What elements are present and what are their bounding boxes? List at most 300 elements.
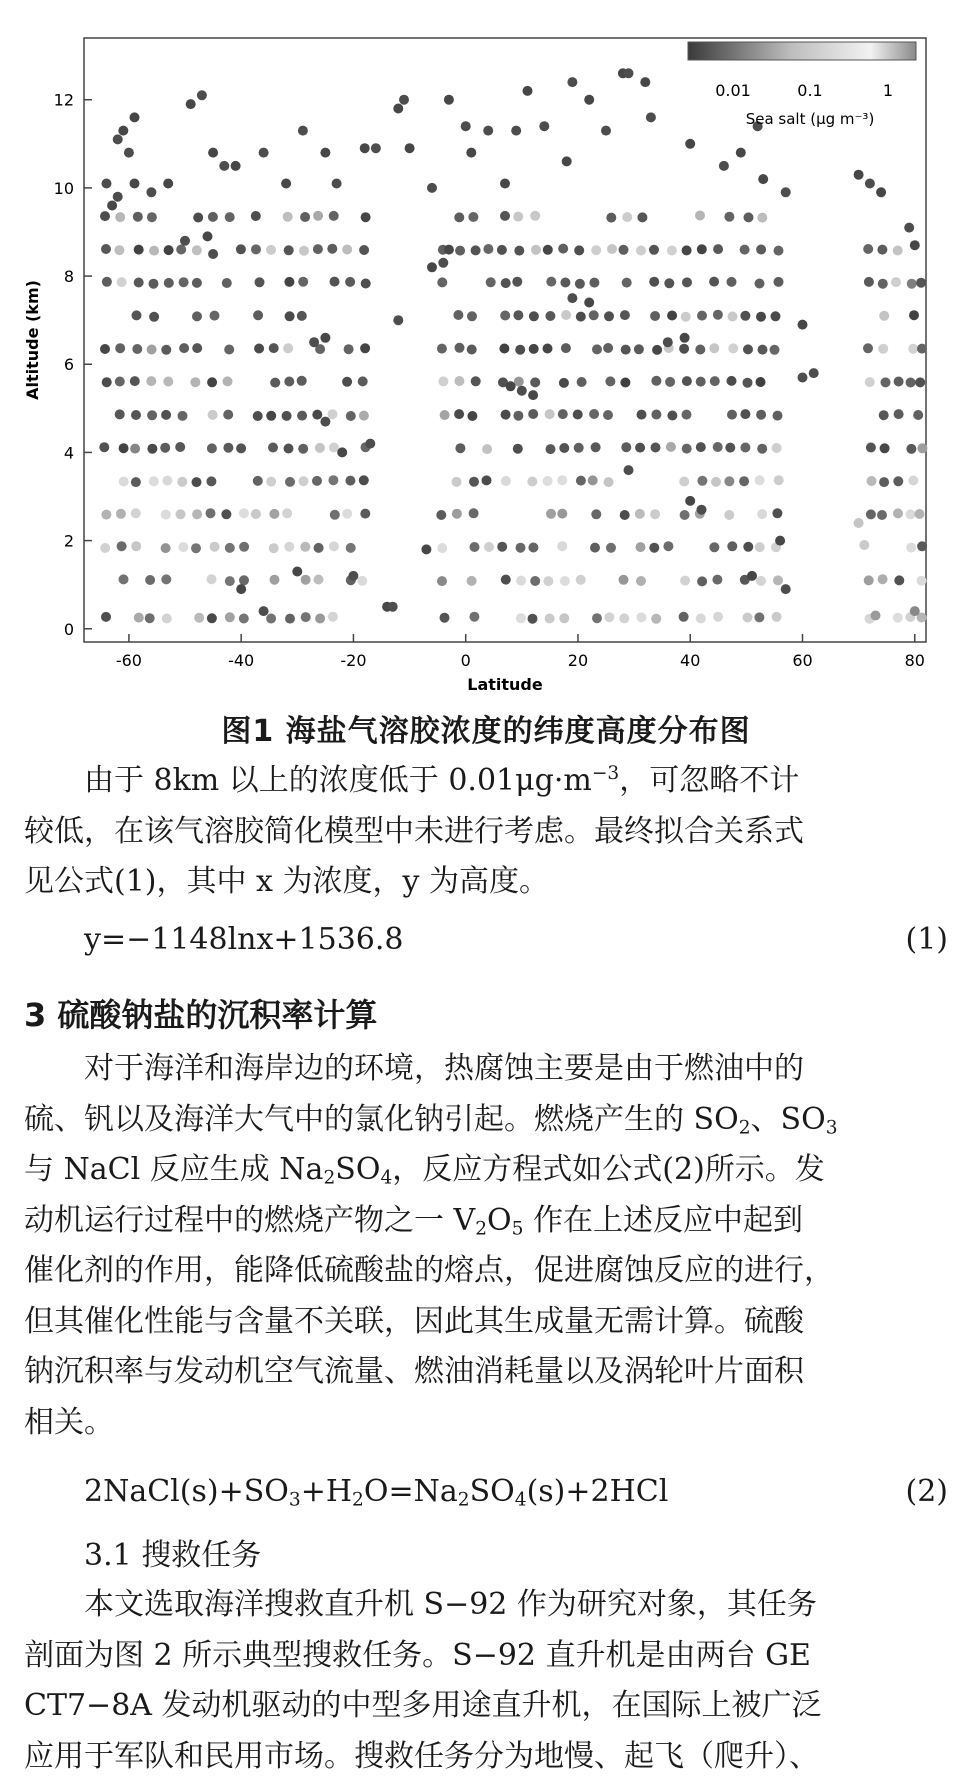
data-point	[115, 377, 125, 387]
data-point	[146, 376, 156, 386]
data-point	[259, 148, 269, 158]
data-point	[454, 376, 464, 386]
data-point	[624, 465, 634, 475]
data-point	[589, 278, 599, 288]
data-point	[501, 476, 511, 486]
data-point	[559, 443, 569, 453]
data-point	[728, 312, 738, 322]
data-point	[208, 148, 218, 158]
data-point	[651, 614, 661, 624]
data-point	[345, 277, 355, 287]
data-point	[864, 575, 874, 585]
data-point	[285, 477, 295, 487]
data-point	[501, 278, 511, 288]
plot-frame	[84, 38, 926, 642]
data-point	[225, 612, 235, 622]
data-point	[756, 312, 766, 322]
x-tick-label: 0	[460, 651, 471, 670]
data-point	[634, 344, 644, 354]
data-point	[162, 476, 172, 486]
data-point	[871, 611, 881, 621]
data-point	[313, 211, 323, 221]
data-point	[330, 277, 340, 287]
data-point	[866, 509, 876, 519]
data-point	[878, 574, 888, 584]
data-point	[575, 279, 585, 289]
data-point	[113, 192, 123, 202]
data-point	[437, 277, 447, 287]
data-point	[312, 410, 322, 420]
data-point	[147, 345, 157, 355]
p2-line6: 但其催化性能与含量不关联，因此其生成量无需计算。硫酸	[24, 1303, 804, 1339]
x-axis-label: Latitude	[467, 675, 543, 694]
data-point	[114, 245, 124, 255]
equation-2-number: (2)	[905, 1474, 948, 1509]
data-point	[284, 542, 294, 552]
data-point	[636, 542, 646, 552]
data-point	[207, 377, 217, 387]
data-point	[100, 344, 110, 354]
data-point	[132, 344, 142, 354]
data-point	[360, 143, 370, 153]
data-point	[223, 443, 233, 453]
data-point	[115, 343, 125, 353]
data-point	[346, 543, 356, 553]
data-point	[483, 126, 493, 136]
data-point	[194, 613, 204, 623]
p1-line3: 见公式(1)，其中 x 为浓度，y 为高度。	[24, 864, 549, 899]
data-point	[915, 377, 925, 387]
data-point	[358, 376, 368, 386]
data-point	[588, 475, 598, 485]
data-point	[269, 343, 279, 353]
x-tick-label: 60	[792, 651, 813, 670]
data-point	[427, 183, 437, 193]
data-point	[224, 345, 234, 355]
data-point	[567, 77, 577, 87]
data-point	[514, 246, 524, 256]
data-point	[621, 345, 631, 355]
data-point	[282, 508, 292, 518]
p3-line4: 应用于军队和民用市场。搜救任务分为地慢、起飞（爬升）、	[24, 1738, 819, 1774]
data-point	[438, 376, 448, 386]
data-point	[253, 310, 263, 320]
data-point	[697, 244, 707, 254]
colorbar-label: Sea salt (μg m⁻³)	[745, 110, 875, 128]
data-point	[772, 612, 782, 622]
data-point	[285, 311, 295, 321]
data-point	[865, 179, 875, 189]
data-point	[342, 245, 352, 255]
data-point	[179, 277, 189, 287]
data-point	[774, 475, 784, 485]
data-point	[557, 475, 567, 485]
data-point	[908, 476, 918, 486]
data-point	[893, 613, 903, 623]
data-point	[531, 245, 541, 255]
data-point	[663, 337, 673, 347]
data-point	[193, 213, 203, 223]
paragraph-1	[24, 756, 948, 908]
data-point	[130, 444, 140, 454]
data-point	[719, 161, 729, 171]
colorbar	[688, 42, 916, 128]
data-point	[134, 278, 144, 288]
data-point	[893, 246, 903, 256]
data-point	[283, 212, 293, 222]
data-point	[573, 410, 583, 420]
data-point	[710, 376, 720, 386]
data-point	[530, 211, 540, 221]
data-point	[500, 211, 510, 221]
data-point	[283, 343, 293, 353]
data-point	[292, 567, 302, 577]
data-point	[682, 444, 692, 454]
data-point	[560, 576, 570, 586]
data-point	[251, 211, 261, 221]
p3-line2: 剖面为图 2 所示典型搜救任务。S−92 直升机是由两台 GE	[24, 1637, 811, 1673]
data-point	[345, 476, 355, 486]
data-point	[466, 148, 476, 158]
data-point	[711, 477, 721, 487]
data-point	[557, 541, 567, 551]
data-point	[727, 376, 737, 386]
data-point	[269, 509, 279, 519]
equation-2-expr: $2NaCl(s)+SO_3+H_2O=Na_2SO_4(s)+2HCl$	[84, 1474, 669, 1511]
data-point	[727, 541, 737, 551]
data-point	[667, 411, 677, 421]
data-point	[161, 574, 171, 584]
data-point	[178, 411, 188, 421]
data-point	[740, 245, 750, 255]
data-point	[149, 246, 159, 256]
data-point	[758, 174, 768, 184]
data-point	[471, 245, 481, 255]
data-point	[309, 337, 319, 347]
data-point	[506, 381, 516, 391]
data-point	[344, 344, 354, 354]
data-point	[666, 442, 676, 452]
data-point	[160, 443, 170, 453]
data-point	[906, 543, 916, 553]
data-point	[516, 576, 526, 586]
x-axis-ticks	[116, 634, 925, 670]
data-point	[251, 509, 261, 519]
data-point	[161, 510, 171, 520]
data-point	[469, 612, 479, 622]
data-point	[854, 170, 864, 180]
data-point	[162, 614, 172, 624]
data-point	[713, 442, 723, 452]
section-3-heading: 3 硫酸钠盐的沉积率计算	[24, 996, 378, 1034]
data-point	[147, 410, 157, 420]
y-tick-label: 8	[63, 267, 74, 287]
data-point	[592, 344, 602, 354]
data-point	[437, 543, 447, 553]
data-point	[299, 476, 309, 486]
data-point	[438, 258, 448, 268]
data-point	[206, 476, 216, 486]
data-point	[530, 377, 540, 387]
data-point	[620, 310, 630, 320]
data-point	[576, 312, 586, 322]
data-point	[915, 509, 925, 519]
data-point	[239, 542, 249, 552]
data-point	[584, 298, 594, 308]
data-point	[893, 508, 903, 518]
data-point	[891, 277, 901, 287]
data-point	[682, 376, 692, 386]
data-point	[486, 277, 496, 287]
data-point	[164, 245, 174, 255]
data-point	[743, 542, 753, 552]
x-tick-label: -60	[115, 651, 142, 670]
data-point	[620, 510, 630, 520]
data-point	[562, 156, 572, 166]
data-point	[359, 475, 369, 485]
data-point	[440, 613, 450, 623]
data-point	[342, 377, 352, 387]
data-point	[527, 477, 537, 487]
data-point	[907, 279, 917, 289]
data-point	[724, 212, 734, 222]
data-point	[178, 542, 188, 552]
data-point	[680, 510, 690, 520]
data-point	[757, 444, 767, 454]
data-point	[176, 509, 186, 519]
data-point	[636, 246, 646, 256]
p1-line1: 由于 8km 以上的浓度低于 0.01μg·m	[84, 763, 592, 798]
data-point	[906, 509, 916, 519]
data-point	[180, 236, 190, 246]
data-point	[697, 505, 707, 515]
data-point	[454, 212, 464, 222]
data-point	[328, 612, 338, 622]
data-point	[622, 212, 632, 222]
data-point	[545, 614, 555, 624]
data-point	[591, 442, 601, 452]
data-point	[190, 377, 200, 387]
data-point	[361, 212, 371, 222]
data-point	[877, 510, 887, 520]
data-point	[100, 543, 110, 553]
data-point	[131, 477, 141, 487]
data-point	[724, 510, 734, 520]
data-point	[543, 344, 553, 354]
data-point	[221, 509, 231, 519]
data-point	[637, 212, 647, 222]
data-point	[102, 377, 112, 387]
data-point	[879, 311, 889, 321]
data-point	[131, 541, 141, 551]
data-point	[332, 179, 342, 189]
data-point	[576, 476, 586, 486]
data-point	[117, 277, 127, 287]
data-point	[101, 244, 111, 254]
data-point	[297, 411, 307, 421]
data-point	[771, 311, 781, 321]
data-point	[115, 409, 125, 419]
p1-line2: 较低，在该气溶胶简化模型中未进行考虑。最终拟合关系式	[24, 813, 804, 849]
data-point	[312, 476, 322, 486]
data-point	[696, 442, 706, 452]
data-point	[679, 612, 689, 622]
data-point	[590, 543, 600, 553]
data-point	[682, 410, 692, 420]
data-point	[115, 212, 125, 222]
data-point	[652, 345, 662, 355]
data-point	[755, 279, 765, 289]
data-point	[543, 245, 553, 255]
data-point	[467, 576, 477, 586]
data-point	[709, 277, 719, 287]
data-point	[559, 378, 569, 388]
data-point	[624, 68, 634, 78]
data-point	[132, 310, 142, 320]
data-point	[225, 212, 235, 222]
equation-1-number: (1)	[905, 922, 948, 957]
data-point	[516, 543, 526, 553]
data-point	[225, 543, 235, 553]
p2-line1: 对于海洋和海岸边的环境，热腐蚀主要是由于燃油中的	[84, 1051, 804, 1086]
data-point	[99, 442, 109, 452]
data-point	[917, 443, 927, 453]
data-point	[208, 249, 218, 259]
data-point	[876, 187, 886, 197]
data-point	[606, 543, 616, 553]
data-point	[665, 377, 675, 387]
data-point	[635, 509, 645, 519]
data-point	[557, 509, 567, 519]
data-point	[636, 576, 646, 586]
data-point	[299, 246, 309, 256]
data-point	[101, 510, 111, 520]
data-point	[145, 575, 155, 585]
data-point	[440, 410, 450, 420]
data-point	[879, 477, 889, 487]
data-point	[558, 244, 568, 254]
data-point	[743, 378, 753, 388]
data-point	[727, 277, 737, 287]
data-point	[545, 409, 555, 419]
data-point	[315, 443, 325, 453]
data-point	[560, 278, 570, 288]
data-point	[740, 409, 750, 419]
colorbar-tick-0: 0.01	[715, 81, 751, 100]
data-point	[117, 541, 127, 551]
equation-1-expr: y=−1148lnx+1536.8	[84, 922, 404, 957]
data-point	[444, 245, 454, 255]
data-point	[301, 575, 311, 585]
data-point	[513, 212, 523, 222]
data-point	[528, 614, 538, 624]
data-point	[328, 475, 338, 485]
data-point	[680, 576, 690, 586]
data-point	[118, 126, 128, 136]
data-point	[758, 345, 768, 355]
data-point	[134, 245, 144, 255]
data-point	[604, 612, 614, 622]
data-point	[327, 409, 337, 419]
data-point	[207, 574, 217, 584]
data-point	[863, 244, 873, 254]
x-tick-label: -40	[228, 651, 255, 670]
data-point	[119, 574, 129, 584]
data-point	[755, 475, 765, 485]
data-point	[300, 542, 310, 552]
data-point	[320, 333, 330, 343]
data-point	[546, 277, 556, 287]
data-point	[637, 410, 647, 420]
data-point	[513, 310, 523, 320]
data-point	[757, 213, 767, 223]
data-point	[427, 262, 437, 272]
data-point	[239, 614, 249, 624]
data-point	[606, 213, 616, 223]
data-point	[470, 542, 480, 552]
data-point	[728, 343, 738, 353]
data-point	[879, 410, 889, 420]
data-point	[697, 576, 707, 586]
data-point	[709, 343, 719, 353]
data-point	[359, 411, 369, 421]
data-point	[649, 543, 659, 553]
data-point	[650, 311, 660, 321]
data-point	[254, 344, 264, 354]
data-point	[561, 310, 571, 320]
data-point	[471, 376, 481, 386]
data-point	[269, 543, 279, 553]
data-point	[696, 377, 706, 387]
data-point	[894, 575, 904, 585]
data-point	[100, 211, 110, 221]
subsection-3-1-heading: 3.1 搜救任务	[84, 1538, 262, 1573]
data-point	[558, 409, 568, 419]
data-point	[605, 376, 615, 386]
data-point	[297, 376, 307, 386]
data-point	[119, 477, 129, 487]
data-point	[649, 245, 659, 255]
x-tick-label: 80	[904, 651, 925, 670]
data-point	[543, 576, 553, 586]
data-point	[327, 244, 337, 254]
data-point	[865, 377, 875, 387]
data-point	[709, 542, 719, 552]
data-point	[543, 476, 553, 486]
data-point	[393, 104, 403, 114]
data-point	[453, 310, 463, 320]
data-point	[207, 443, 217, 453]
data-point	[756, 245, 766, 255]
data-point	[646, 112, 656, 122]
data-point	[773, 411, 783, 421]
data-point	[516, 613, 526, 623]
data-point	[755, 542, 765, 552]
data-point	[337, 447, 347, 457]
data-point	[251, 244, 261, 254]
data-point	[663, 541, 673, 551]
data-point	[268, 443, 278, 453]
data-point	[329, 211, 339, 221]
data-points	[99, 68, 927, 624]
data-point	[197, 90, 207, 100]
data-point	[604, 477, 614, 487]
data-point	[512, 277, 522, 287]
data-point	[101, 612, 111, 622]
data-point	[239, 575, 249, 585]
data-point	[529, 344, 539, 354]
data-point	[906, 378, 916, 388]
